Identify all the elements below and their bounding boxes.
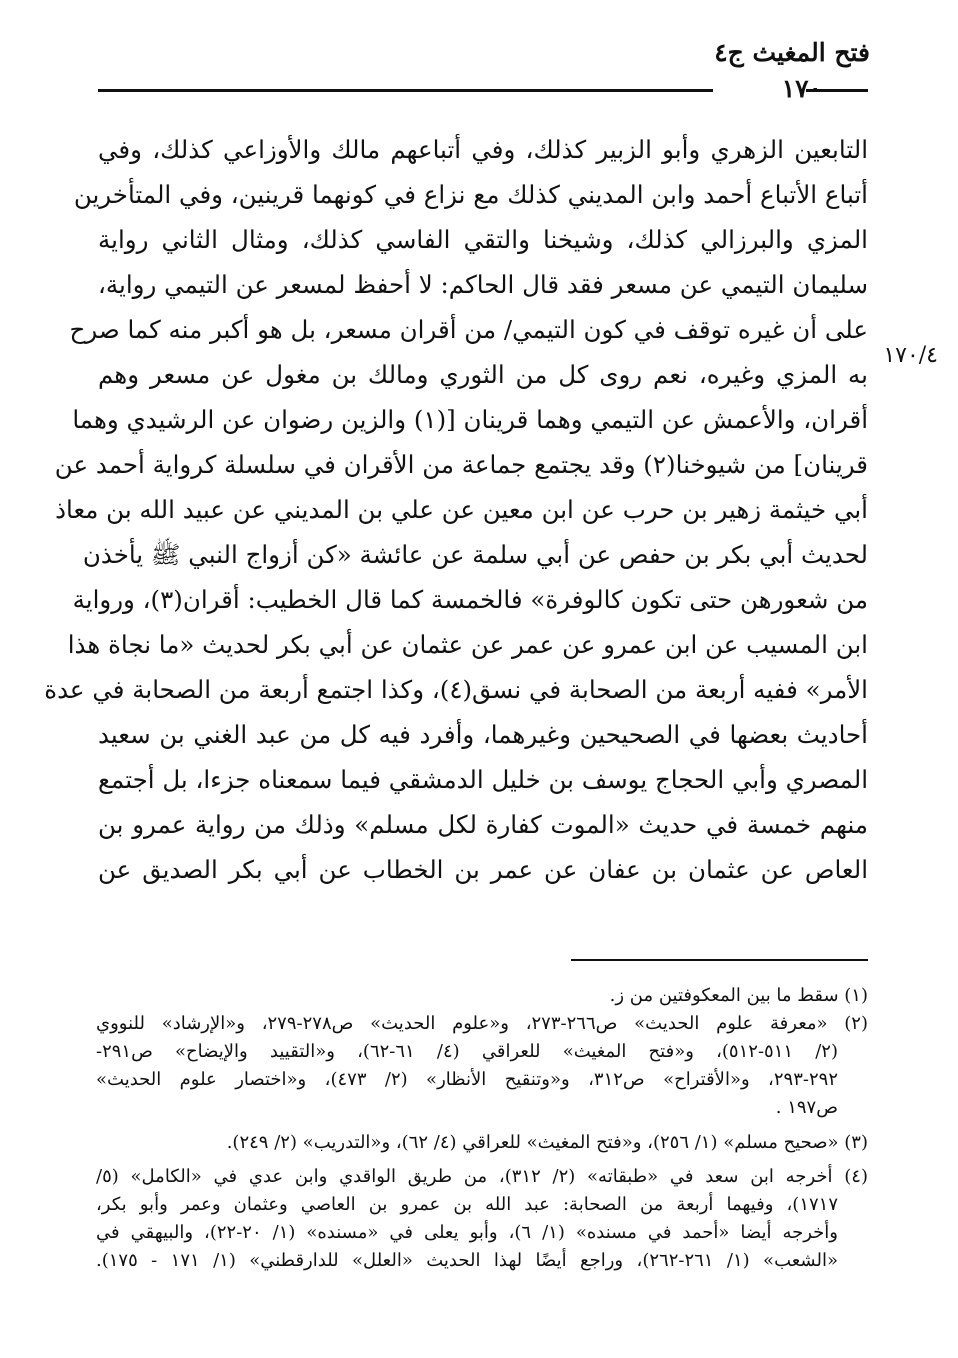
body-line: به المزي وغيره، نعم روى كل من الثوري ومالك بن مغول عن مسعر وهم [98, 360, 868, 389]
footnote-separator [571, 959, 868, 961]
body-line: أتباع الأتباع أحمد وابن المديني كذلك مع نزاع في كونهما قرينين، وفي المتأخرين [73, 180, 868, 209]
footnote-line: ص١٩٧ . [775, 1097, 838, 1118]
footnote-line: ٢٩٢-٢٩٣، و«الأقتراح» ص٣١٢، و«وتنقيح الأنظار» (٢/ ٤٧٣)، و«اختصار علوم الحديث» [96, 1069, 838, 1090]
footnote-line: ١٧١٧)، وفيهما أربعة من الصحابة: عبد الله بن عمرو بن العاصي وعثمان وعمر وأبو بكر، [96, 1194, 838, 1215]
footnote-line: (٤) أخرجه ابن سعد في «طبقاته» (٢/ ٣١٢)، من طريق الواقدي وابن عدي في «الكامل» (٥/ [96, 1166, 868, 1187]
header-rule-left [98, 89, 713, 92]
body-line: ابن المسيب عن ابن عمرو عن عمر عن عثمان عن أبي بكر لحديث «ما نجاة هذا [67, 630, 868, 659]
margin-page-reference: ١٧٠/٤ [883, 343, 938, 368]
body-line: أحاديث بعضها في الصحيحين وغيرهما، وأفرد فيه كل من عبد الغني بن سعيد [98, 720, 868, 749]
body-line: الأمر» ففيه أربعة من الصحابة في نسق(٤)، وكذا اجتمع أربعة من الصحابة في عدة [44, 675, 868, 704]
body-line: لحديث أبي بكر بن حفص عن أبي سلمة عن عائشة «كن أزواج النبي ﷺ يأخذن [82, 540, 868, 569]
body-line: أقران، والأعمش عن التيمي وهما قرينان [(١) والزين رضوان عن الرشيدي وهما [72, 405, 868, 434]
footnote-line: (١) سقط ما بين المعكوفتين من ز. [609, 985, 868, 1006]
page-number: ١٧٠ [781, 74, 822, 103]
footnote-line: (٢/ ٥١١-٥١٢)، و«فتح المغيث» للعراقي (٤/ ٦١-٦٢)، و«التقييد والإيضاح» ص٢٩١- [96, 1041, 838, 1062]
running-header-title: فتح المغيث ج٤ [714, 38, 870, 67]
body-line: منهم خمسة في حديث «الموت كفارة لكل مسلم» وذلك من رواية عمرو بن [98, 810, 868, 839]
footnote-line: (٣) «صحيح مسلم» (١/ ٢٥٦)، و«فتح المغيث» للعراقي (٤/ ٦٢)، و«التدريب» (٢/ ٢٤٩). [226, 1132, 868, 1153]
footnote-line: «الشعب» (١/ ٢٦١-٢٦٢)، وراجع أيضًا لهذا الحديث «العلل» للدارقطني» (١/ ١٧١ - ١٧٥). [96, 1250, 838, 1271]
body-line: أبي خيثمة زهير بن حرب عن ابن معين عن علي بن المديني عن عبيد الله بن معاذ [55, 495, 868, 524]
body-line: التابعين الزهري وأبو الزبير كذلك، وفي أتباعهم مالك والأوزاعي كذلك، وفي [98, 135, 868, 164]
header-rule-right [806, 89, 868, 92]
body-line: على أن غيره توقف في كون التيمي/ من أقران مسعر، بل هو أكبر منه كما صرح [69, 315, 868, 344]
body-line: قرينان] من شيوخنا(٢) وقد يجتمع جماعة من الأقران في سلسلة كرواية أحمد عن [54, 450, 868, 479]
footnote-line: (٢) «معرفة علوم الحديث» ص٢٦٦-٢٧٣، و«علوم الحديث» ص٢٧٨-٢٧٩، و«الإرشاد» للنووي [96, 1013, 868, 1034]
body-line: المصري وأبي الحجاج يوسف بن خليل الدمشقي فيما سمعناه جزءا، بل أجتمع [98, 765, 868, 794]
body-line: المزي والبرزالي كذلك، وشيخنا والتقي الفاسي كذلك، ومثال الثاني رواية [98, 225, 868, 254]
body-line: العاص عن عثمان بن عفان عن عمر بن الخطاب عن أبي بكر الصديق عن [98, 855, 868, 884]
footnote-line: وأخرجه أيضا «أحمد في مسنده» (١/ ٦)، وأبو يعلى في «مسنده» (١/ ٢٠-٢٢)، والبيهقي في [96, 1222, 838, 1243]
body-line: سليمان التيمي عن مسعر فقد قال الحاكم: لا أحفظ لمسعر عن التيمي رواية، [98, 270, 868, 299]
body-line: من شعورهن حتى تكون كالوفرة» فالخمسة كما قال الخطيب: أقران(٣)، ورواية [72, 585, 868, 614]
